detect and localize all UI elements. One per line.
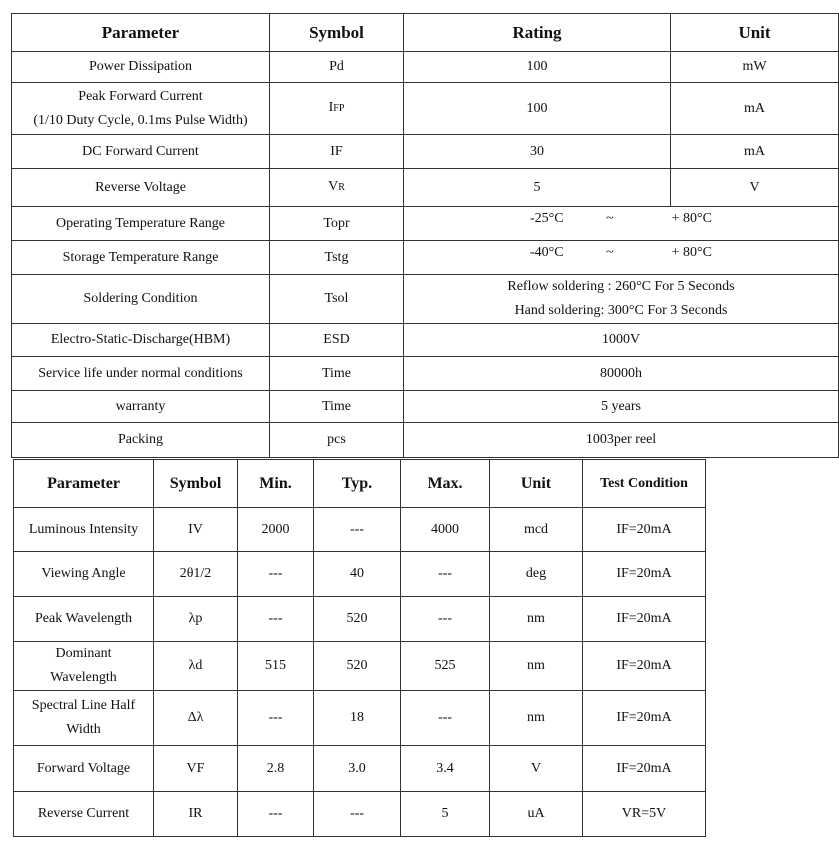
condition-cell: IF=20mA [583,508,706,552]
symbol-cell: Time [270,391,404,423]
table-row [14,691,706,746]
unit-cell: mW [671,52,839,83]
unit-cell: mA [671,83,839,135]
min-cell: --- [238,792,314,837]
condition-cell: IF=20mA [583,642,706,691]
max-cell: --- [401,691,490,746]
symbol-cell [270,83,404,135]
param-cell: Service life under normal conditions [12,357,270,391]
symbol-subscript: R [338,182,345,193]
table-row [14,792,706,837]
table-row [12,169,839,207]
range-min: -40°C [530,245,564,260]
table-row [12,241,839,275]
param-line-1: Dominant [55,646,112,661]
header-max: Max. [401,460,490,508]
unit-cell: nm [490,642,583,691]
unit-cell: mcd [490,508,583,552]
table-row [14,508,706,552]
param-cell: Soldering Condition [12,275,270,324]
header-unit: Unit [490,460,583,508]
range-tilde: ~ [606,245,614,260]
unit-cell: nm [490,597,583,642]
rating-cell: 30 [404,135,671,169]
header-min: Min. [238,460,314,508]
condition-cell: IF=20mA [583,691,706,746]
symbol-cell: Tstg [270,241,404,275]
absolute-maximum-ratings-table [11,13,839,458]
max-cell: 525 [401,642,490,691]
param-cell: Electro-Static-Discharge(HBM) [12,324,270,357]
param-line-2: (1/10 Duty Cycle, 0.1ms Pulse Width) [33,112,248,128]
symbol-cell: 2θ1/2 [154,552,238,597]
param-line-2: Width [66,722,101,737]
typ-cell: 520 [314,642,401,691]
header-test-condition: Test Condition [583,460,706,508]
max-cell: 4000 [401,508,490,552]
unit-cell: V [490,746,583,792]
param-cell [14,642,154,691]
param-cell: Packing [12,423,270,458]
range-cell [404,241,839,275]
unit-cell: uA [490,792,583,837]
temperature-range [530,241,712,265]
param-cell: Viewing Angle [14,552,154,597]
condition-cell: IF=20mA [583,597,706,642]
param-cell: Reverse Current [14,792,154,837]
symbol-cell: VF [154,746,238,792]
symbol-main: I [328,100,334,115]
table-row [12,135,839,169]
table-header-row [14,460,706,508]
param-line-1: Spectral Line Half [31,698,136,713]
param-cell [14,691,154,746]
table-row [14,597,706,642]
param-cell: Storage Temperature Range [12,241,270,275]
table-row [12,391,839,423]
symbol-cell: pcs [270,423,404,458]
header-parameter: Parameter [12,14,270,52]
header-rating: Rating [404,14,671,52]
typ-cell: 520 [314,597,401,642]
max-cell: 5 [401,792,490,837]
symbol-cell: IF [270,135,404,169]
soldering-cell [404,275,839,324]
temperature-range [530,207,712,231]
symbol-cell: Δλ [154,691,238,746]
range-cell [404,207,839,241]
table-row [14,552,706,597]
max-cell: 3.4 [401,746,490,792]
symbol-cell: ESD [270,324,404,357]
unit-cell: mA [671,135,839,169]
value-cell: 5 years [404,391,839,423]
typ-cell: 18 [314,691,401,746]
param-cell: DC Forward Current [12,135,270,169]
range-max: + 80°C [671,245,712,260]
typ-cell: 40 [314,552,401,597]
symbol-cell: Topr [270,207,404,241]
min-cell: --- [238,552,314,597]
table-row [12,423,839,458]
symbol-cell: λp [154,597,238,642]
header-symbol: Symbol [270,14,404,52]
min-cell: --- [238,597,314,642]
soldering-line-2: Hand soldering: 300°C For 3 Seconds [514,303,728,318]
param-line-1: Peak Forward Current [78,88,203,104]
typ-cell: 3.0 [314,746,401,792]
rating-cell: 5 [404,169,671,207]
param-cell: Reverse Voltage [12,169,270,207]
table-row [14,746,706,792]
symbol-cell: Tsol [270,275,404,324]
unit-cell: nm [490,691,583,746]
table-header-row [12,14,839,52]
header-typ: Typ. [314,460,401,508]
param-cell [12,83,270,135]
symbol-cell: IR [154,792,238,837]
symbol-cell: λd [154,642,238,691]
min-cell: 515 [238,642,314,691]
rating-cell: 100 [404,52,671,83]
min-cell: --- [238,691,314,746]
range-max: + 80°C [671,211,712,226]
table-row [12,357,839,391]
param-cell: Luminous Intensity [14,508,154,552]
header-parameter: Parameter [14,460,154,508]
symbol-cell [270,169,404,207]
value-cell: 1003per reel [404,423,839,458]
rating-cell: 100 [404,83,671,135]
symbol-subscript: FP [333,103,345,114]
condition-cell: IF=20mA [583,746,706,792]
condition-cell: IF=20mA [583,552,706,597]
symbol-cell: Pd [270,52,404,83]
table-row [12,207,839,241]
param-cell: Peak Wavelength [14,597,154,642]
table-row [14,642,706,691]
table-row [12,275,839,324]
param-cell: Operating Temperature Range [12,207,270,241]
param-cell: Forward Voltage [14,746,154,792]
param-cell: warranty [12,391,270,423]
param-cell: Power Dissipation [12,52,270,83]
symbol-cell: IV [154,508,238,552]
max-cell: --- [401,597,490,642]
soldering-line-1: Reflow soldering : 260°C For 5 Seconds [507,279,735,294]
max-cell: --- [401,552,490,597]
value-cell: 1000V [404,324,839,357]
symbol-main: V [328,179,339,194]
value-cell: 80000h [404,357,839,391]
header-unit: Unit [671,14,839,52]
symbol-cell: Time [270,357,404,391]
unit-cell: deg [490,552,583,597]
electro-optical-characteristics-table [13,459,706,837]
table-row [12,324,839,357]
param-line-2: Wavelength [50,670,117,685]
min-cell: 2000 [238,508,314,552]
min-cell: 2.8 [238,746,314,792]
range-tilde: ~ [606,211,614,226]
condition-cell: VR=5V [583,792,706,837]
range-min: -25°C [530,211,564,226]
table-row [12,83,839,135]
table-row [12,52,839,83]
unit-cell: V [671,169,839,207]
typ-cell: --- [314,792,401,837]
header-symbol: Symbol [154,460,238,508]
typ-cell: --- [314,508,401,552]
